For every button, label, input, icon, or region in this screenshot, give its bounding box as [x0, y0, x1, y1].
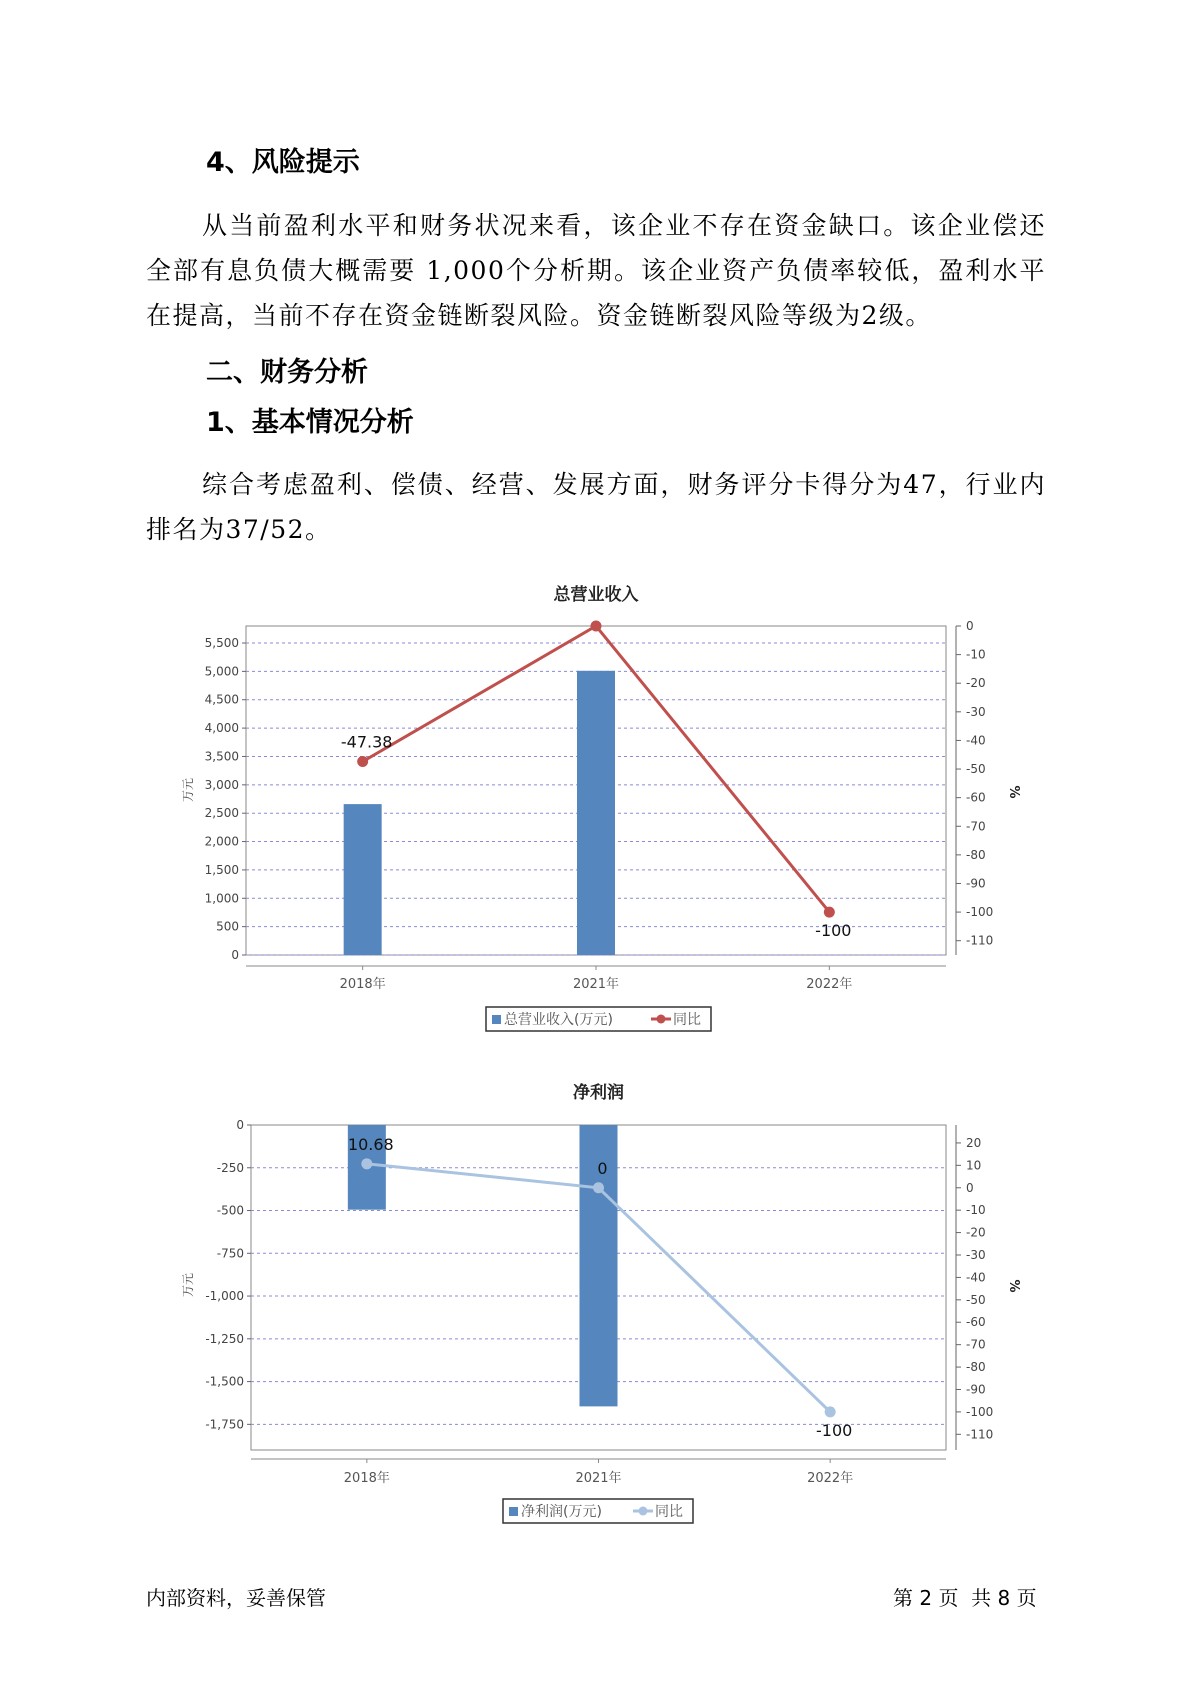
- revenue-chart: [0, 570, 1191, 1040]
- y2-tick-label: 10: [966, 1158, 982, 1173]
- y-tick-label: 2,000: [204, 834, 239, 849]
- legend-bar-swatch: [492, 1015, 501, 1024]
- net-profit-chart-svg: [0, 1075, 1191, 1540]
- y2-tick-label: -100: [966, 905, 994, 920]
- x-tick-label: 2021年: [575, 1471, 622, 1486]
- y2-tick-label: -110: [966, 1427, 994, 1442]
- y2-tick-label: -80: [966, 847, 986, 862]
- line-point: [593, 1182, 604, 1193]
- y2-tick-label: 20: [966, 1135, 982, 1150]
- y-axis-title: 万元: [181, 1272, 195, 1298]
- y2-tick-label: -70: [966, 1337, 986, 1352]
- basic-heading: 1、基本情况分析: [206, 407, 414, 438]
- y-axis-title: 万元: [181, 777, 195, 803]
- y-tick-label: 4,500: [204, 692, 239, 707]
- legend-bar-label: 净利润(万元): [521, 1504, 602, 1520]
- y2-tick-label: -60: [966, 1315, 986, 1330]
- y2-axis-title: %: [1006, 785, 1021, 799]
- y2-tick-label: 0: [966, 619, 974, 633]
- y-tick-label: -1,500: [205, 1374, 244, 1389]
- y-tick-label: 5,500: [204, 636, 239, 651]
- data-label: -100: [816, 1420, 853, 1440]
- y2-tick-label: -20: [966, 676, 986, 691]
- y-tick-label: 500: [216, 919, 239, 934]
- footer-page-number: 第 2 页 共 8 页: [893, 1586, 1037, 1610]
- line-point: [357, 756, 368, 767]
- x-tick-label: 2022年: [807, 1471, 854, 1486]
- y-tick-label: 1,000: [204, 891, 239, 906]
- legend-line-label: 同比: [655, 1504, 683, 1520]
- y2-tick-label: -60: [966, 790, 986, 805]
- y2-tick-label: -90: [966, 876, 986, 891]
- revenue-chart-svg: [0, 570, 1191, 1040]
- data-label: -100: [815, 921, 852, 941]
- y2-tick-label: -10: [966, 647, 986, 662]
- y-tick-label: 3,500: [204, 749, 239, 764]
- line-point: [824, 907, 835, 918]
- y-tick-label: -750: [216, 1246, 244, 1261]
- y-tick-label: -250: [216, 1160, 244, 1175]
- x-tick-label: 2018年: [343, 1471, 390, 1486]
- data-label: -47.38: [340, 732, 393, 752]
- chart-title: 净利润: [573, 1083, 624, 1103]
- y-tick-label: 0: [236, 1118, 244, 1132]
- y-tick-label: 4,000: [204, 721, 239, 736]
- y-tick-label: -1,750: [205, 1417, 244, 1432]
- x-tick-label: 2022年: [806, 977, 853, 992]
- y2-tick-label: -50: [966, 1292, 986, 1307]
- y2-tick-label: -50: [966, 762, 986, 777]
- y2-tick-label: -90: [966, 1382, 986, 1397]
- bar: [344, 804, 382, 955]
- basic-paragraph: 综合考虑盈利、偿债、经营、发展方面，财务评分卡得分为47，行业内排名为37/52。: [146, 470, 1046, 544]
- y2-tick-label: -30: [966, 704, 986, 719]
- y2-tick-label: -110: [966, 933, 994, 948]
- y2-tick-label: -40: [966, 733, 986, 748]
- line-point: [591, 621, 602, 632]
- footer-confidential: 内部资料，妥善保管: [146, 1586, 326, 1610]
- y-tick-label: 3,000: [204, 777, 239, 792]
- y-tick-label: -1,250: [205, 1331, 244, 1346]
- y2-tick-label: -100: [966, 1404, 994, 1419]
- data-label: 0: [597, 1158, 608, 1178]
- y-tick-label: 0: [231, 948, 239, 962]
- chart-title: 总营业收入: [553, 585, 639, 605]
- y2-tick-label: -80: [966, 1360, 986, 1375]
- bar: [577, 671, 615, 955]
- legend-line-marker: [657, 1015, 666, 1024]
- y2-tick-label: -40: [966, 1270, 986, 1285]
- y-tick-label: -500: [216, 1203, 244, 1218]
- y2-tick-label: 0: [966, 1180, 974, 1195]
- y2-tick-label: -30: [966, 1248, 986, 1262]
- x-tick-label: 2018年: [339, 977, 386, 992]
- y-tick-label: 1,500: [204, 862, 239, 877]
- y2-axis-title: %: [1006, 1279, 1021, 1293]
- y-tick-label: -1,000: [205, 1289, 244, 1304]
- y2-tick-label: -20: [966, 1225, 986, 1240]
- risk-paragraph: 从当前盈利水平和财务状况来看，该企业不存在资金缺口。该企业偿还全部有息负债大概需要 1,000个分析期。该企业资产负债率较低，盈利水平在提高，当前不存在资金链断裂风险。资金链断裂风险等级为2级。: [146, 211, 1046, 330]
- finance-heading: 二、财务分析: [206, 357, 368, 388]
- risk-heading: 4、风险提示: [206, 147, 360, 178]
- y2-tick-label: -10: [966, 1203, 986, 1218]
- net-profit-chart: [0, 1075, 1191, 1540]
- x-tick-label: 2021年: [572, 977, 620, 992]
- legend-bar-label: 总营业收入(万元): [504, 1012, 613, 1028]
- y-tick-label: 5,000: [204, 664, 239, 679]
- legend-line-marker: [639, 1507, 648, 1516]
- y-tick-label: 2,500: [204, 806, 239, 821]
- legend-bar-swatch: [509, 1507, 518, 1516]
- legend-line-label: 同比: [673, 1012, 701, 1028]
- data-label: 10.68: [347, 1134, 394, 1154]
- line-point: [825, 1406, 836, 1417]
- line-point: [361, 1158, 372, 1169]
- y2-tick-label: -70: [966, 819, 986, 834]
